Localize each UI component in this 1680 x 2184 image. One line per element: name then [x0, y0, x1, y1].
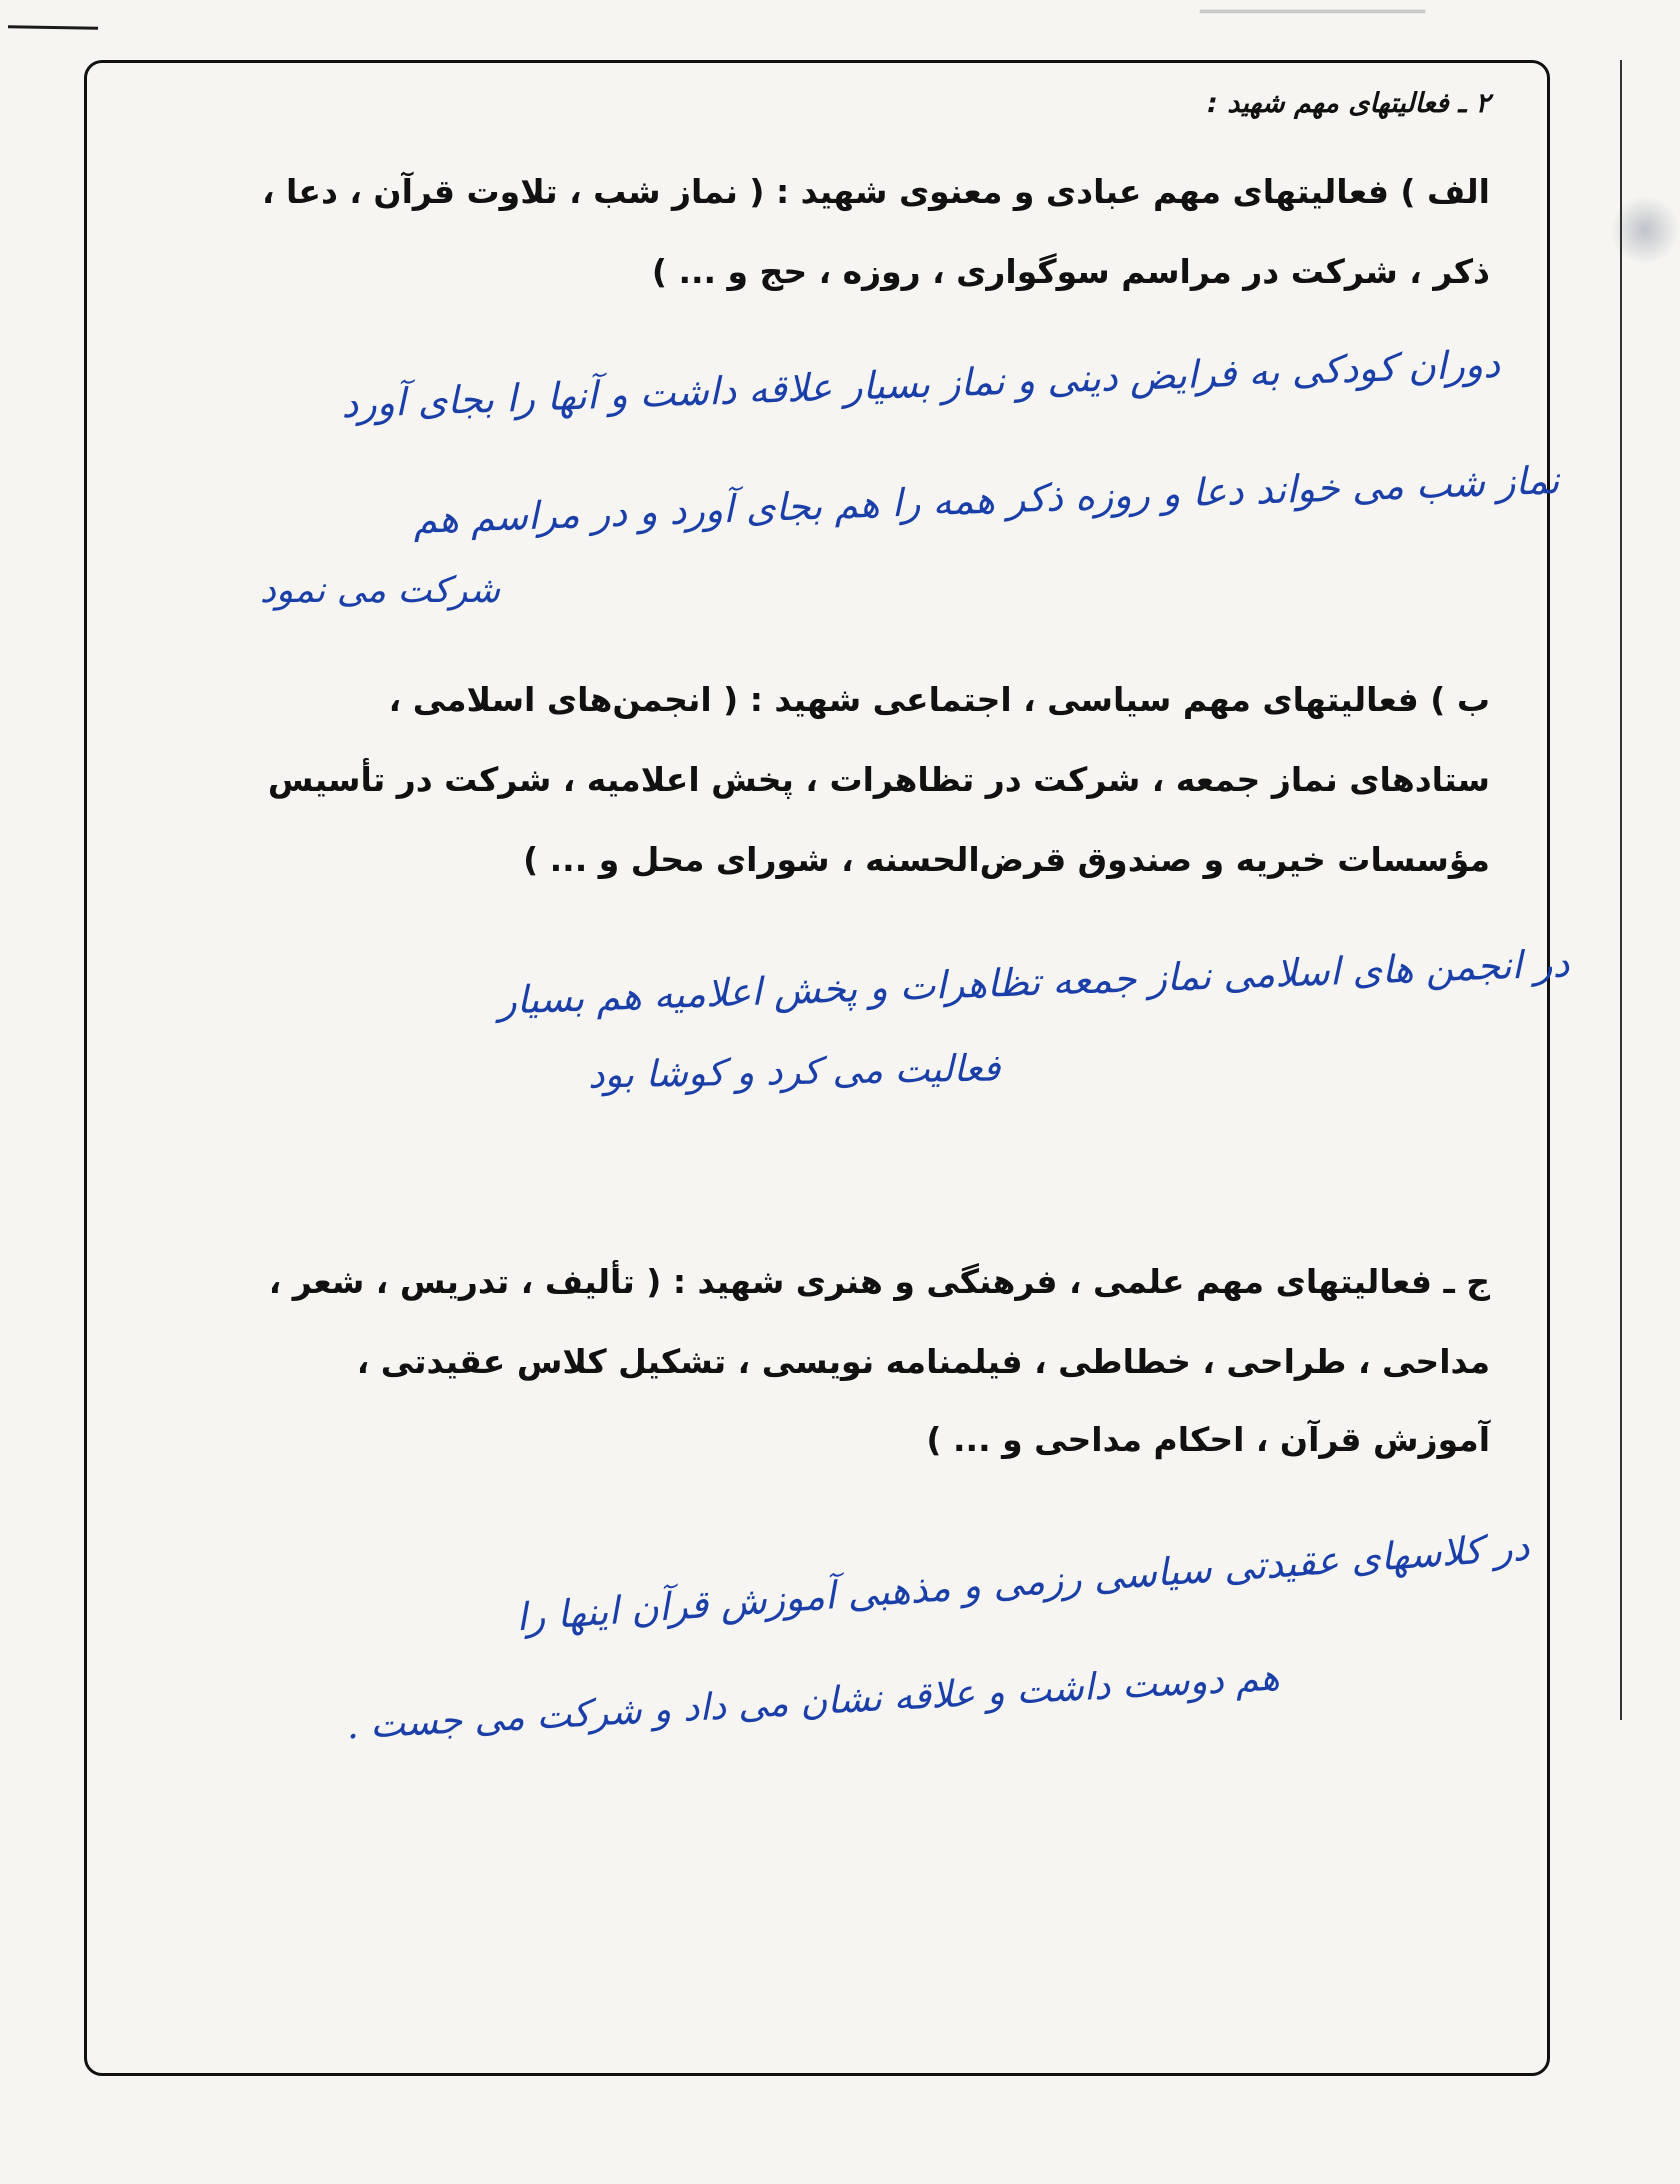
handwritten-answer-c-2: هم دوست داشت و علاقه نشان می داد و شرکت می جست .: [345, 1655, 1281, 1748]
section-a-line-2: ذکر ، شرکت در مراسم سوگواری ، روزه ، حج و ... ): [651, 252, 1490, 291]
section-c-line-3: آموزش قرآن ، احکام مداحی و ... ): [926, 1420, 1490, 1459]
section-heading: ۲ ـ فعالیتهای مهم شهید :: [1207, 88, 1490, 119]
handwritten-answer-a-2: نماز شب می خواند دعا و روزه ذکر همه را هم بجای آورد و در مراسم هم: [412, 458, 1561, 542]
handwritten-answer-a-3: شرکت می نمود: [259, 570, 500, 611]
bleed-through-text: ━━━━━━━━━━━━━━━━━: [1200, 0, 1426, 25]
page-edge-line: [1620, 60, 1622, 1720]
section-c-line-2: مداحی ، طراحی ، خطاطی ، فیلمنامه نویسی ، تشکیل کلاس عقیدتی ،: [356, 1342, 1490, 1381]
handwritten-answer-b-1: در انجمن های اسلامی نماز جمعه تظاهرات و پخش اعلامیه هم بسیار: [497, 941, 1571, 1023]
handwritten-answer-a-1: دوران کودکی به فرایض دینی و نماز بسیار علاقه داشت و آنها را بجای آورد: [340, 341, 1501, 427]
scan-edge-mark: [8, 25, 98, 30]
handwritten-answer-b-2: فعالیت می کرد و کوشا بود: [587, 1046, 1001, 1097]
handwritten-answer-c-1: در کلاسهای عقیدتی سیاسی رزمی و مذهبی آموزش قرآن اینها را: [514, 1524, 1531, 1640]
section-a-line-1: الف ) فعالیتهای مهم عبادی و معنوی شهید : ( نماز شب ، تلاوت قرآن ، دعا ،: [262, 172, 1490, 211]
section-b-line-3: مؤسسات خیریه و صندوق قرض‌الحسنه ، شورای محل و ... ): [523, 840, 1490, 879]
section-c-line-1: ج ـ فعالیتهای مهم علمی ، فرهنگی و هنری شهید : ( تألیف ، تدریس ، شعر ،: [268, 1262, 1490, 1301]
section-b-line-2: ستادهای نماز جمعه ، شرکت در تظاهرات ، پخش اعلامیه ، شرکت در تأسیس: [267, 760, 1490, 799]
section-b-line-1: ب ) فعالیتهای مهم سیاسی ، اجتماعی شهید : ( انجمن‌های اسلامی ،: [388, 680, 1490, 719]
